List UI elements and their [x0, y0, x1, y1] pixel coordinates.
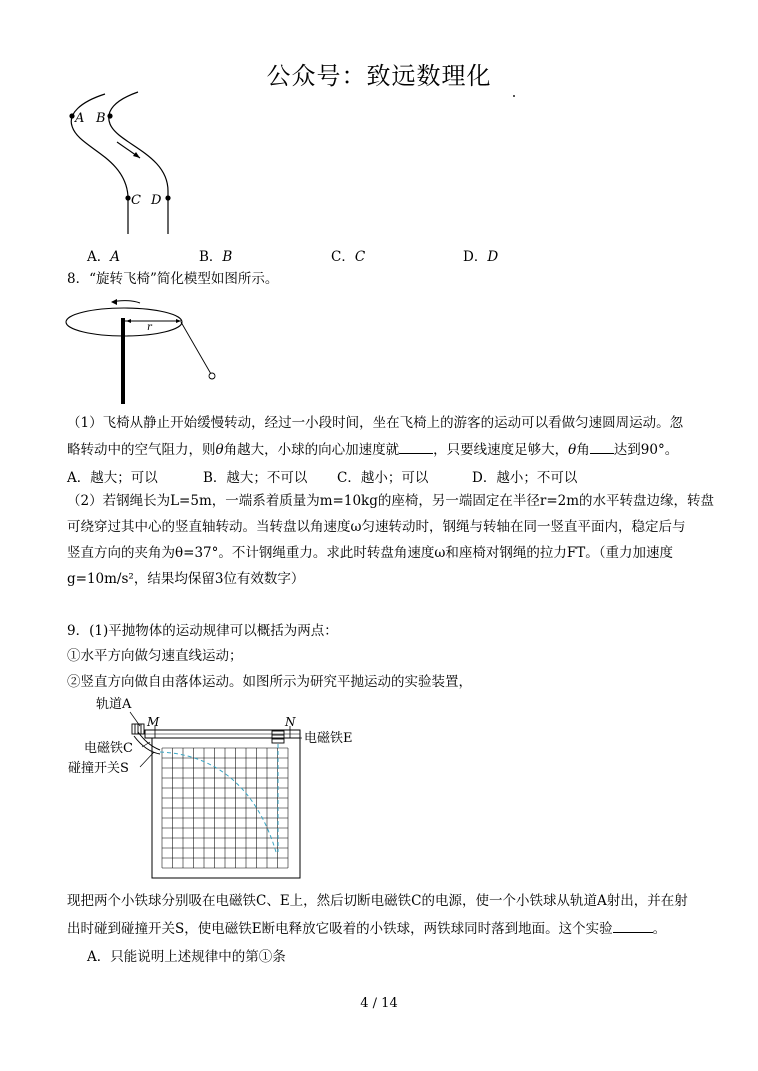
- q9-line3: ②竖直方向做自由落体运动。如图所示为研究平抛运动的实验装置，: [67, 674, 472, 690]
- coil-e: [272, 731, 284, 743]
- radius-label: r: [147, 322, 152, 333]
- projectile-trajectory: [160, 752, 276, 852]
- answer-blank-1[interactable]: [399, 439, 433, 454]
- point-m-label: M: [147, 715, 160, 729]
- point-a-dot: [69, 113, 74, 118]
- q8-part2-line3: 竖直方向的夹角为θ=37°。不计钢绳重力。求此时转盘角速度ω和座椅对钢绳的拉力FT。（重力加速度: [67, 545, 673, 561]
- q8-part2-line4: g=10m/s²，结果均保留3位有效数字）: [67, 571, 305, 587]
- page-header-title: 公众号：致远数理化: [266, 62, 492, 90]
- q8-option-d[interactable]: D．越小；不可以: [472, 470, 578, 486]
- track-a-pipe: [138, 732, 160, 750]
- answer-blank-3[interactable]: [613, 918, 653, 933]
- page-number: 4 / 14: [360, 996, 398, 1011]
- chair-ball: [209, 373, 215, 379]
- q7-option-b[interactable]: B．B: [199, 249, 233, 265]
- radius-arrow-right: [176, 319, 181, 323]
- q8-part2-line2: 可绕穿过其中心的竖直轴转动。当转盘以角速度ω匀速转动时，钢绳与转轴在同一竖直平面内，稳定后与: [67, 519, 686, 535]
- point-b-label: B: [96, 111, 106, 126]
- magnet-e-label: 电磁铁E: [304, 731, 353, 746]
- point-c-dot: [125, 195, 130, 200]
- q7-road-figure: [60, 86, 190, 236]
- q7-option-c[interactable]: C．C: [331, 249, 366, 265]
- q8-part1-line1: （1）飞椅从静止开始缓慢转动，经过一小段时间，坐在飞椅上的游客的运动可以看做匀速圆周运动。忽: [67, 415, 684, 431]
- vertical-axis: [121, 318, 125, 404]
- q8-option-b[interactable]: B．越大；不可以: [203, 470, 308, 486]
- board-grid: [162, 748, 288, 868]
- point-c-label: C: [131, 193, 141, 208]
- track-a-label: 轨道A: [96, 697, 132, 712]
- q9-option-a[interactable]: A．只能说明上述规律中的第①条: [87, 949, 286, 965]
- q8-option-c[interactable]: C．越小；可以: [337, 470, 429, 486]
- point-b-dot: [107, 113, 112, 118]
- q8-swing-figure: [62, 292, 222, 407]
- road-right-curve: [109, 92, 168, 234]
- point-n-label: N: [285, 715, 296, 729]
- q9-line1: 9．(1)平抛物体的运动规律可以概括为两点：: [67, 623, 338, 639]
- switch-s-label: 碰撞开关S: [68, 761, 129, 776]
- q8-option-a[interactable]: A．越大；可以: [67, 470, 158, 486]
- point-d-dot: [165, 195, 170, 200]
- q8-part1-line2: 略转动中的空气阻力，则θ角越大，小球的向心加速度就 ，只要线速度足够大，θ角 达到90°。: [67, 439, 678, 459]
- q7-option-a[interactable]: A．A: [87, 249, 120, 265]
- point-d-label: D: [151, 193, 162, 208]
- magnet-c-label: 电磁铁C: [84, 741, 133, 756]
- coil-c: [132, 724, 144, 734]
- point-a-label: A: [75, 111, 85, 126]
- direction-arrowhead: [133, 152, 140, 158]
- q9-apparatus-figure: [60, 692, 370, 882]
- rotation-arrowhead: [111, 299, 117, 305]
- q9-para1: 现把两个小铁球分别吸在电磁铁C、E上，然后切断电磁铁C的电源，使一个小铁球从轨道A射出，并在射: [67, 893, 688, 909]
- q9-para2: 出时碰到碰撞开关S，使电磁铁E断电释放它吸着的小铁球，两铁球同时落到地面。这个实验 。: [67, 918, 666, 938]
- steel-rope: [181, 322, 211, 374]
- stray-dot: [513, 95, 515, 97]
- q9-line2: ①水平方向做匀速直线运动；: [67, 648, 243, 664]
- q7-option-d[interactable]: D．D: [463, 249, 499, 265]
- radius-arrow-left: [126, 319, 131, 323]
- answer-blank-2[interactable]: [590, 439, 614, 454]
- q8-stem: 8．“旋转飞椅”简化模型如图所示。: [67, 271, 279, 287]
- q8-part2-line1: （2）若钢绳长为L=5m，一端系着质量为m=10kg的座椅，另一端固定在半径r=2m的水平转盘边缘，转盘: [67, 493, 715, 509]
